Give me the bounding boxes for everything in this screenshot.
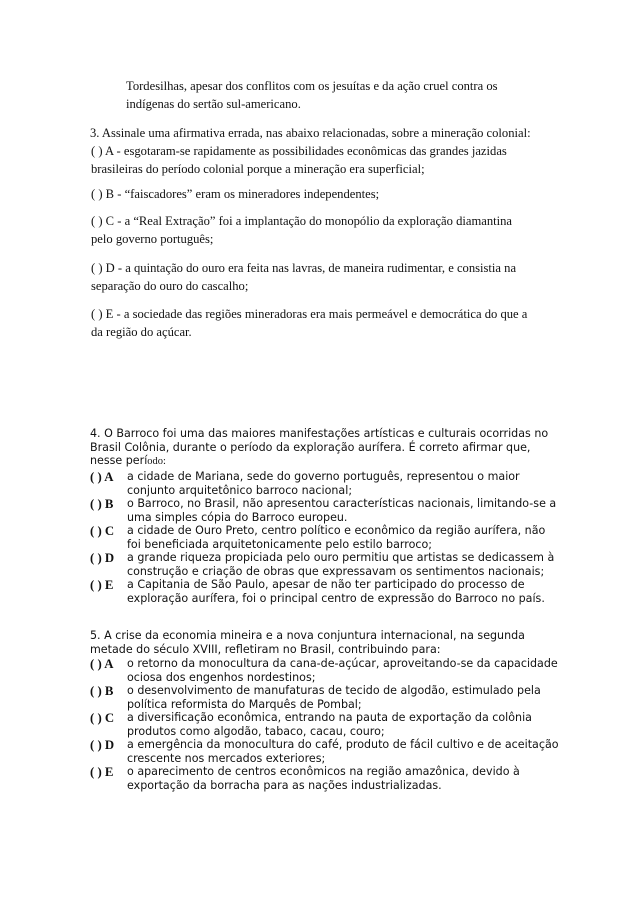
question-3-option-e[interactable] xyxy=(91,305,561,341)
option-line: ( ) A - esgotaram-se rapidamente as possibilidades econômicas das grandes jazidas xyxy=(91,144,507,158)
question-3-option-d[interactable] xyxy=(91,259,561,295)
question-5-option-b[interactable] xyxy=(90,684,560,711)
option-line: ( ) B - “faiscadores” eram os mineradores independentes; xyxy=(91,187,380,201)
option-marker[interactable]: ( ) B xyxy=(90,497,114,511)
option-line: pelo governo português; xyxy=(91,232,214,246)
option-line: da região do açúcar. xyxy=(91,325,192,339)
option-marker[interactable]: ( ) C xyxy=(90,524,115,538)
question-5-option-c[interactable] xyxy=(90,711,560,738)
intro-line: indígenas do sertão sul-americano. xyxy=(126,97,301,111)
title-line: 5. A crise da economia mineira e a nova conjuntura internacional, na segunda xyxy=(90,629,525,642)
question-5-title xyxy=(90,629,560,656)
question-4-option-b[interactable] xyxy=(90,497,560,524)
title-text: odo: xyxy=(147,456,166,467)
option-line: construção e criação de obras que expressavam os sentimentos nacionais; xyxy=(127,564,545,578)
question-4-option-d[interactable] xyxy=(90,551,560,578)
option-line: produtos como algodão, tabaco, cacau, couro; xyxy=(127,724,385,738)
title-line xyxy=(90,454,560,469)
option-line: exportação da borracha para as nações industrializadas. xyxy=(127,778,442,792)
option-marker[interactable]: ( ) E xyxy=(90,578,114,592)
option-line: ( ) D - a quintação do ouro era feita nas lavras, de maneira rudimentar, e consistia na xyxy=(91,261,517,275)
intro-paragraph xyxy=(126,77,556,113)
title-line: Brasil Colônia, durante o período da exploração aurífera. É correto afirmar que, xyxy=(90,440,531,454)
title-line: 4. O Barroco foi uma das maiores manifestações artísticas e culturais ocorridas no xyxy=(90,427,549,440)
option-line: o desenvolvimento de manufaturas de tecido de algodão, estimulado pela xyxy=(127,684,541,697)
question-5-option-e[interactable] xyxy=(90,765,560,792)
option-line: a cidade de Mariana, sede do governo português, representou o maior xyxy=(127,470,520,483)
option-line: crescente nos mercados exteriores; xyxy=(127,751,326,765)
option-marker[interactable]: ( ) B xyxy=(90,684,114,698)
option-line: foi beneficiada arquitetonicamente pelo estilo barroco; xyxy=(127,537,432,551)
option-marker[interactable]: ( ) C xyxy=(90,711,115,725)
option-marker[interactable]: ( ) D xyxy=(90,738,115,752)
option-line: a Capitania de São Paulo, apesar de não ter participado do processo de xyxy=(127,578,525,591)
option-line: uma simples cópia do Barroco europeu. xyxy=(127,510,348,524)
option-line: o retorno da monocultura da cana-de-açúcar, aproveitando-se da capacidade xyxy=(127,657,558,670)
question-4-option-c[interactable] xyxy=(90,524,560,551)
option-line: brasileiras do período colonial porque a mineração era superficial; xyxy=(91,162,425,176)
option-line: ociosa dos engenhos nordestinos; xyxy=(127,670,316,684)
question-5-option-d[interactable] xyxy=(90,738,560,765)
question-4-option-e[interactable] xyxy=(90,578,560,605)
option-line: o Barroco, no Brasil, não apresentou características nacionais, limitando-se a xyxy=(127,497,557,510)
option-line: conjunto arquitetônico barroco nacional; xyxy=(127,483,353,497)
option-line: a emergência da monocultura do café, produto de fácil cultivo e de aceitação xyxy=(127,738,559,751)
title-line: metade do século XVIII, refletiram no Brasil, contribuindo para: xyxy=(90,642,441,656)
option-line: a diversificação econômica, entrando na pauta de exportação da colônia xyxy=(127,711,532,724)
option-line: exploração aurífera, foi o principal centro de expressão do Barroco no país. xyxy=(127,591,545,605)
option-line: política reformista do Marquês de Pombal; xyxy=(127,697,362,711)
option-marker[interactable]: ( ) A xyxy=(90,470,114,484)
question-3-option-b[interactable] xyxy=(91,185,561,203)
option-marker[interactable]: ( ) A xyxy=(90,657,114,671)
question-5-options xyxy=(90,657,560,792)
question-4-title xyxy=(90,427,560,469)
option-line: ( ) C - a “Real Extração” foi a implantação do monopólio da exploração diamantina xyxy=(91,214,513,228)
option-line: separação do ouro do cascalho; xyxy=(91,279,249,293)
question-3-option-c[interactable] xyxy=(91,212,561,248)
option-line: a grande riqueza propiciada pelo ouro permitiu que artistas se dedicassem à xyxy=(127,551,555,564)
question-3-option-a[interactable] xyxy=(91,142,561,178)
question-5-option-a[interactable] xyxy=(90,657,560,684)
option-marker[interactable]: ( ) E xyxy=(90,765,114,779)
intro-line: Tordesilhas, apesar dos conflitos com os jesuítas e da ação cruel contra os xyxy=(126,79,498,93)
question-4-options xyxy=(90,470,560,605)
question-4-option-a[interactable] xyxy=(90,470,560,497)
title-text: nesse perí xyxy=(90,454,148,467)
option-line: o aparecimento de centros econômicos na região amazônica, devido à xyxy=(127,765,520,778)
option-line: ( ) E - a sociedade das regiões mineradoras era mais permeável e democrática do que a xyxy=(91,307,528,321)
option-line: a cidade de Ouro Preto, centro político e econômico da região aurífera, não xyxy=(127,524,546,537)
question-3-title: 3. Assinale uma afirmativa errada, nas abaixo relacionadas, sobre a mineração colonial: xyxy=(90,126,531,140)
option-marker[interactable]: ( ) D xyxy=(90,551,115,565)
